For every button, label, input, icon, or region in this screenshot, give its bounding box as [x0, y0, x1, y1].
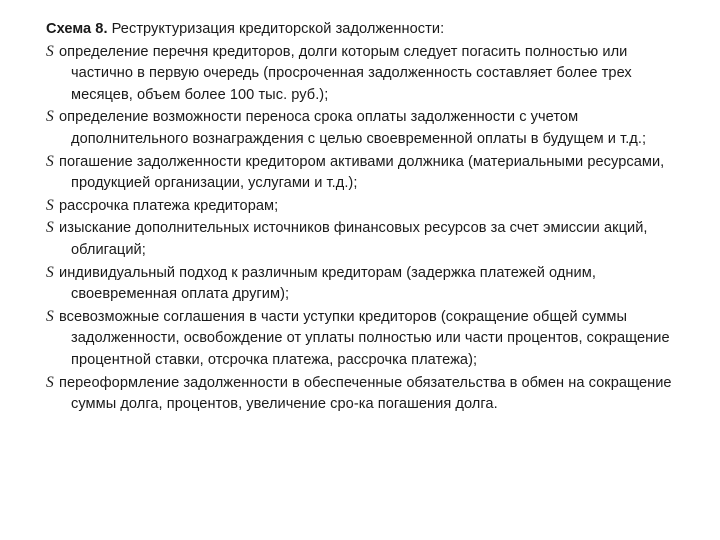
list-item-text: определение перечня кредиторов, долги которым следует погасить полностью или частично в первую очередь (просроченная задолженность составляет более трех месяцев, объем более 100 тыс. руб.); [59, 43, 632, 103]
list-item [46, 217, 686, 261]
bullet-marker: S [46, 373, 54, 391]
scheme-title: Реструктуризация кредиторской задолженности: [107, 21, 445, 37]
list-item-text: переоформление задолженности в обеспеченные обязательства в обмен на сокращение суммы долга, процентов, увеличение сро-ка погашения долга. [59, 374, 672, 413]
list-item [46, 151, 686, 195]
list-item-text: изыскание дополнительных источников финансовых ресурсов за счет эмиссии акций, облигаций; [59, 220, 648, 258]
list-item [46, 195, 686, 218]
scheme-heading [46, 19, 686, 41]
bullet-marker: S [46, 307, 54, 325]
scheme-label: Схема 8. [46, 21, 108, 37]
bullet-marker: S [46, 219, 54, 237]
list-item [46, 41, 686, 107]
list-item [46, 262, 686, 306]
bullet-marker: S [46, 42, 54, 60]
list-item [46, 306, 686, 372]
bullet-marker: S [46, 263, 54, 281]
bullet-marker: S [46, 152, 54, 170]
list-item [46, 106, 686, 150]
list-item-text: индивидуальный подход к различным кредиторам (задержка платежей одним, своевременная оплата другим); [59, 264, 596, 303]
list-item-text: погашение задолженности кредитором активами должника (материальными ресурсами, продукцией организации, услугами и т.д.); [59, 153, 665, 192]
list-item [46, 372, 686, 416]
measures-list [46, 41, 686, 416]
bullet-marker: S [46, 108, 54, 126]
list-item-text: рассрочка платежа кредиторам; [59, 197, 279, 214]
list-item-text: определение возможности переноса срока оплаты задолженности с учетом дополнительного вознаграждения с целью своевременной оплаты в будущем и т.д.; [59, 109, 647, 147]
bullet-marker: S [46, 196, 54, 214]
list-item-text: всевозможные соглашения в части уступки кредиторов (сокращение общей суммы задолженности, освобождение от уплаты полностью или части процентов, сокращение процентной ставки, отсрочка платежа, рассрочка платежа); [59, 308, 670, 368]
document-content [46, 19, 686, 416]
